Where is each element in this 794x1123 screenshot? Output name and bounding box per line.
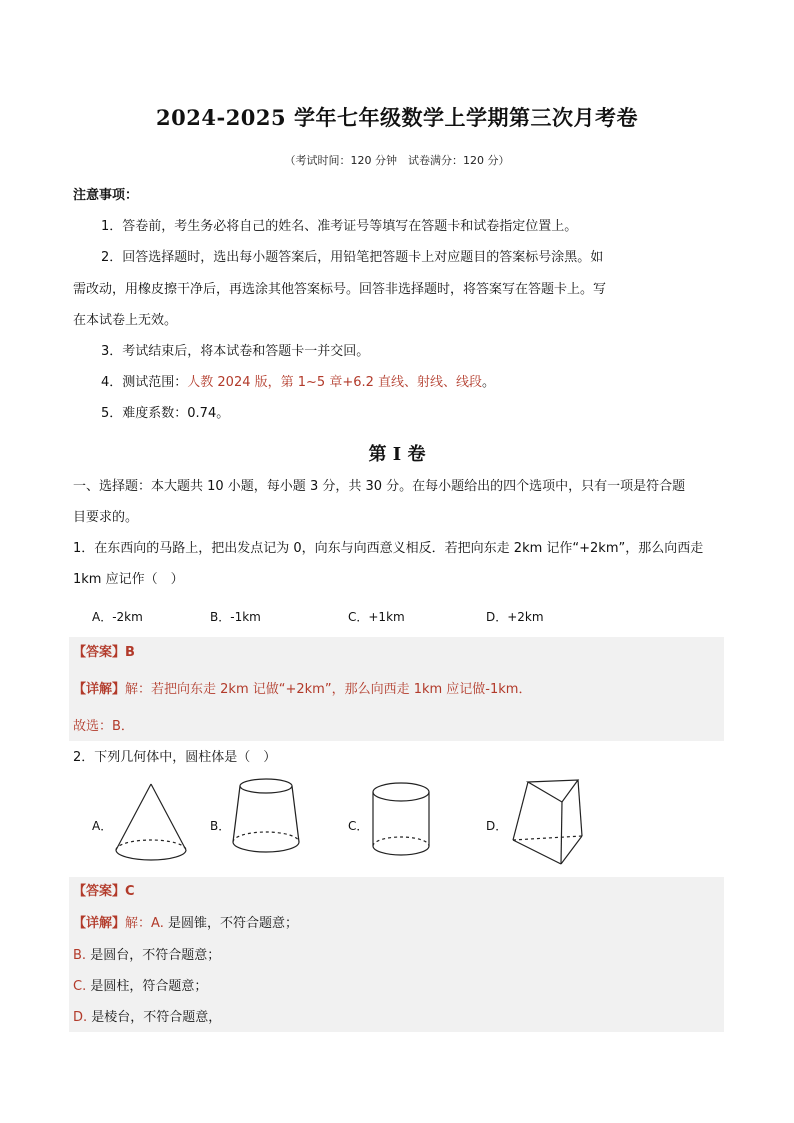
paper-title: 2024-2025 学年七年级数学上学期第三次月考卷 [156,105,638,130]
notice-item-2-line-1: 2．回答选择题时，选出每小题答案后，用铅笔把答题卡上对应题目的答案标号涂黑。如 [101,250,604,265]
notice-item-2-line-2: 需改动，用橡皮擦干净后，再选涂其他答案标号。回答非选择题时，将答案写在答题卡上。写 [73,282,607,297]
q1-option-b: B．-1km [210,610,261,624]
detail-prefix: 解： [125,916,152,931]
q2-stem: 2．下列几何体中，圆柱体是（ ） [73,750,277,765]
q1-choose: 故选：B． [73,719,134,734]
option-letter: C. [73,979,87,994]
detail-text: 是圆锥，不符合题意； [163,916,298,931]
answer-label: 【答案】 [73,884,126,899]
cone-figure [108,782,198,864]
q1-stem-line-1: 1．在东西向的马路上，把出发点记为 0，向东与向西意义相反．若把向东走 2km 记作“+2km”，那么向西走 [73,541,704,556]
notice-item-5: 5．难度系数：0.74。 [101,406,230,421]
q2-option-c: C． [348,819,369,833]
part1-instruction-line-2: 目要求的。 [73,510,139,525]
notice-item-4-suffix: 。 [482,375,496,390]
q1-detail [73,680,531,700]
notice-item-2-line-3: 在本试卷上无效。 [73,313,178,328]
test-range: 人教 2024 版，第 1~5 章+6.2 直线、射线、线段 [187,375,483,390]
frustum-figure [228,776,308,862]
q1-option-a: A．-2km [92,610,143,624]
q2-detail-line-2 [73,946,220,966]
q1-answer [73,643,135,663]
exam-info: （考试时间：120 分钟 试卷满分：120 分） [284,154,510,167]
option-letter: B. [73,948,87,963]
notice-item-3: 3．考试结束后，将本试卷和答题卡一并交回。 [101,344,370,359]
detail-text: 是棱台，不符合题意， [87,1010,222,1025]
answer-value: B [125,645,135,660]
notice-item-4 [101,373,495,393]
option-letter: A. [151,916,164,931]
notice-item-1: 1．答卷前，考生务必将自己的姓名、准考证号等填写在答题卡和试卷指定位置上。 [101,219,578,234]
answer-value: C [125,884,135,899]
part1-instruction-line-1: 一、选择题：本大题共 10 小题，每小题 3 分，共 30 分。在每小题给出的四个选项中，只有一项是符合题 [73,479,686,494]
q2-detail-line-4 [73,1008,221,1028]
detail-label: 【详解】 [73,682,126,697]
q2-option-b: B． [210,819,231,833]
cylinder-figure [366,780,438,864]
answer-label: 【答案】 [73,645,126,660]
detail-text: 解：若把向东走 2km 记做“+2km”，那么向西走 1km 应记做-1km． [125,682,532,697]
q2-detail-line-3 [73,977,207,997]
q2-option-d: D． [486,819,508,833]
q1-option-d: D．+2km [486,610,544,624]
option-letter: D. [73,1010,88,1025]
detail-text: 是圆台，不符合题意； [86,948,221,963]
q2-option-a: A． [92,819,113,833]
notice-heading: 注意事项： [73,188,139,203]
prism-frustum-figure [506,778,586,868]
q1-option-c: C．+1km [348,610,405,624]
section-title: 第 Ⅰ 卷 [368,444,426,465]
q2-detail-line-1 [73,914,298,934]
q1-stem-line-2: 1km 应记作（ ） [73,572,184,587]
notice-item-4-prefix: 4．测试范围： [101,375,188,390]
detail-text: 是圆柱，符合题意； [86,979,208,994]
q2-answer [73,882,135,902]
detail-label: 【详解】 [73,916,126,931]
